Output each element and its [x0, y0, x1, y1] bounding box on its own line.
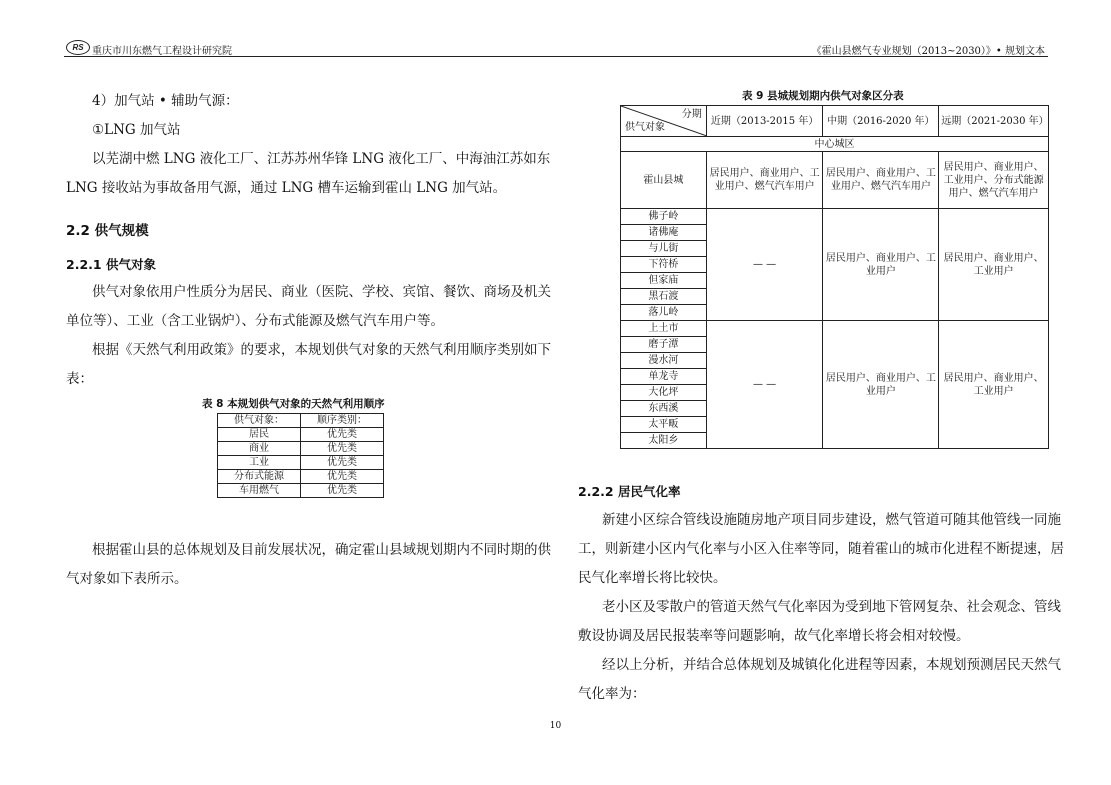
- header-rule: [64, 56, 1048, 57]
- diag-label-object: 供气对象: [625, 122, 665, 133]
- para-backup-source-line2: LNG 接收站为事故备用气源，通过 LNG 槽车运输到霍山 LNG 加气站。: [66, 180, 507, 196]
- table-cell: — —: [706, 321, 823, 449]
- town-name: 下符桥: [621, 257, 707, 273]
- diag-label-period: 分期: [681, 109, 702, 120]
- table-cell: 优先类: [301, 484, 384, 498]
- table9: [620, 105, 1049, 449]
- section-heading-2-2-1: 2.2.1 供气对象: [66, 257, 156, 272]
- para-new-residential-line1: 新建小区综合管线设施随房地产项目同步建设，燃气管道可随其他管线一同施: [602, 512, 1061, 528]
- town-name: 落儿岭: [621, 305, 707, 321]
- table-cell: 居民用户、商业用户、工业用户、燃气汽车用户: [706, 152, 823, 209]
- town-name: 但家庙: [621, 273, 707, 289]
- town-name: 大化坪: [621, 385, 707, 401]
- table-cell: 居民用户、商业用户、工业用户: [823, 321, 939, 449]
- town-name: 黑石渡: [621, 289, 707, 305]
- section-heading-2-2: 2.2 供气规模: [66, 223, 149, 239]
- table-header: 近期（2013-2015 年）: [706, 106, 823, 137]
- table-cell: 商业: [218, 442, 301, 456]
- table-cell: 分布式能源: [218, 470, 301, 484]
- zone-label: 中心城区: [621, 137, 1049, 152]
- table-cell: 居民用户、商业用户、工业用户: [939, 209, 1049, 321]
- para-lng-station: ①LNG 加气站: [92, 122, 181, 138]
- para-backup-source-line1: 以芜湖中燃 LNG 液化工厂、江苏苏州华锋 LNG 液化工厂、中海油江苏如东: [92, 151, 551, 167]
- page-number: 10: [549, 721, 562, 731]
- table-cell: 工业: [218, 456, 301, 470]
- table-row: [218, 484, 384, 498]
- table-cell: 居民用户、商业用户、工业用户: [823, 209, 939, 321]
- town-name: 磨子潭: [621, 337, 707, 353]
- table-row: [621, 152, 1049, 209]
- town-name: 漫水河: [621, 353, 707, 369]
- table-cell: 居民用户、商业用户、工业用户、燃气汽车用户: [823, 152, 939, 209]
- para-old-residential-line1: 老小区及零散户的管道天然气气化率因为受到地下管网复杂、社会观念、管线: [602, 599, 1061, 615]
- para-new-residential-line2: 工，则新建小区内气化率与小区入住率等同，随着霍山的城市化进程不断提速，居: [578, 541, 1064, 557]
- table-cell: 优先类: [301, 470, 384, 484]
- para-supply-objects-line1: 供气对象依用户性质分为居民、商业（医院、学校、宾馆、餐饮、商场及机关: [92, 284, 551, 300]
- town-name: 单龙寺: [621, 369, 707, 385]
- table-cell: — —: [706, 209, 823, 321]
- para-policy-line2: 表：: [66, 371, 93, 387]
- para-supply-objects-line2: 单位等）、工业（含工业锅炉）、分布式能源及燃气汽车用户等。: [66, 313, 444, 329]
- table-cell: 车用燃气: [218, 484, 301, 498]
- table-row: [218, 470, 384, 484]
- table-row: [621, 137, 1049, 152]
- table-cell: 居民用户、商业用户、工业用户: [939, 321, 1049, 449]
- table9-caption: 表 9 县城规划期内供气对象区分表: [742, 90, 904, 102]
- para-new-residential-line3: 民气化率增长将比较快。: [578, 570, 727, 586]
- para-forecast-line2: 气化率为：: [578, 686, 646, 702]
- table-cell: 优先类: [301, 428, 384, 442]
- town-name: 太阳乡: [621, 433, 707, 449]
- header-doc-title: 《霍山县燃气专业规划（2013~2030）》• 规划文本: [811, 46, 1045, 57]
- table-row: [218, 428, 384, 442]
- table-cell: 优先类: [301, 442, 384, 456]
- logo: RS: [66, 40, 90, 55]
- town-name: 与儿街: [621, 241, 707, 257]
- para-refuel-heading: 4）加气站 • 辅助气源：: [92, 93, 239, 109]
- para-planning-line1: 根据霍山县的总体规划及目前发展状况，确定霍山县域规划期内不同时期的供: [92, 542, 551, 558]
- header-org: 重庆市川东燃气工程设计研究院: [92, 46, 232, 57]
- table-row: [218, 414, 384, 428]
- table-row: [621, 321, 1049, 337]
- table-row: [621, 106, 1049, 137]
- section-heading-2-2-2: 2.2.2 居民气化率: [578, 484, 681, 499]
- table-row: [218, 456, 384, 470]
- para-policy-line1: 根据《天然气利用政策》的要求，本规划供气对象的天然气利用顺序类别如下: [92, 342, 551, 358]
- table-row: [218, 442, 384, 456]
- table8-caption: 表 8 本规划供气对象的天然气利用顺序: [202, 398, 385, 410]
- town-name: 佛子岭: [621, 209, 707, 225]
- town-name: 上土市: [621, 321, 707, 337]
- table-cell: 优先类: [301, 456, 384, 470]
- table-header: 远期（2021-2030 年）: [939, 106, 1049, 137]
- table-header: 顺序类别：: [301, 414, 384, 428]
- town-name: 太平畈: [621, 417, 707, 433]
- county-name: 霍山县城: [621, 152, 707, 209]
- town-name: 东西溪: [621, 401, 707, 417]
- para-forecast-line1: 经以上分析，并结合总体规划及城镇化化进程等因素，本规划预测居民天然气: [602, 657, 1061, 673]
- diagonal-header-cell: [621, 106, 707, 137]
- table-header: 供气对象：: [218, 414, 301, 428]
- para-planning-line2: 气对象如下表所示。: [66, 571, 188, 587]
- para-old-residential-line2: 敷设协调及居民报装率等问题影响，故气化率增长将会相对较慢。: [578, 628, 970, 644]
- table-cell: 居民用户、商业用户、工业用户、分布式能源用户、燃气汽车用户: [939, 152, 1049, 209]
- table8: [217, 413, 384, 498]
- table-row: [621, 209, 1049, 225]
- table-header: 中期（2016-2020 年）: [823, 106, 939, 137]
- table-cell: 居民: [218, 428, 301, 442]
- town-name: 诸佛庵: [621, 225, 707, 241]
